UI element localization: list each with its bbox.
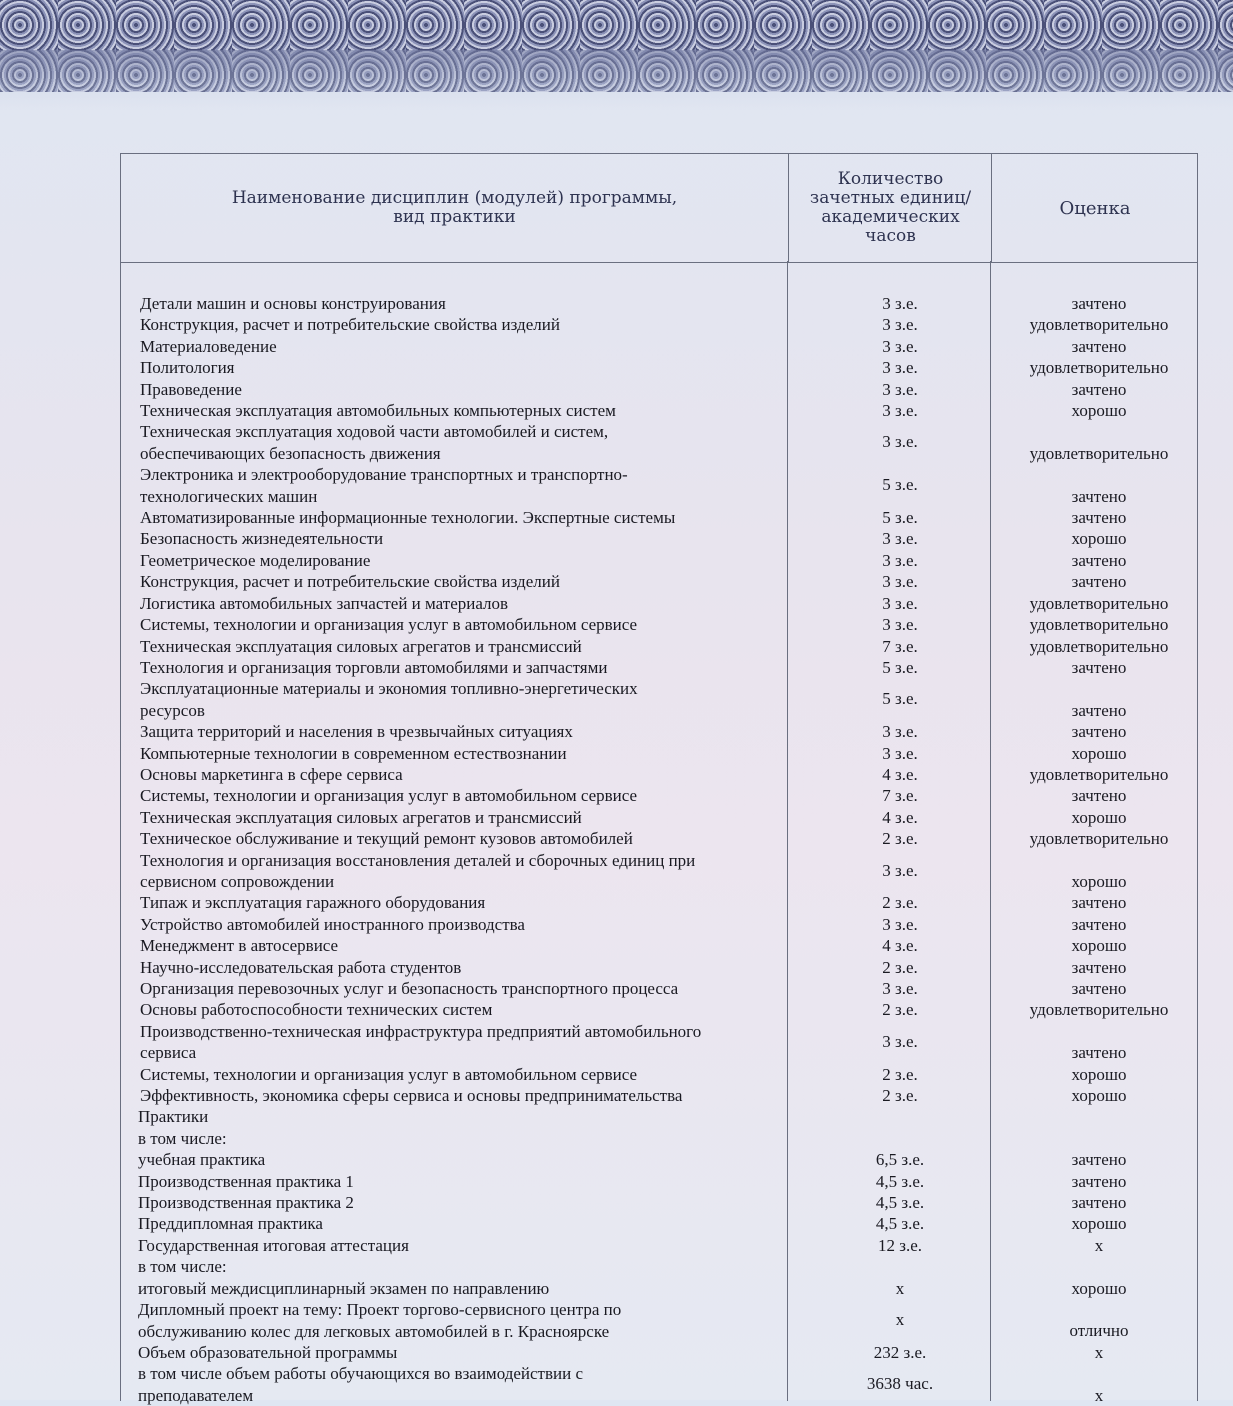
grade-value: хорошо xyxy=(1071,1278,1127,1298)
grade-value: зачтено xyxy=(1071,957,1127,977)
guilloche-fade xyxy=(0,50,1233,110)
table-row xyxy=(120,550,1198,571)
grade-value: хорошо xyxy=(1071,871,1127,891)
discipline-name: Объем образовательной программы xyxy=(138,1342,398,1362)
table-row xyxy=(120,1149,1198,1170)
table-row xyxy=(120,1064,1198,1085)
grade-value: х xyxy=(1094,1385,1104,1405)
header-credits: Количество зачетных единиц/ академических часов xyxy=(788,154,992,262)
table-row xyxy=(120,1213,1198,1234)
credits-value: 3638 час. xyxy=(866,1374,934,1394)
grade-value: зачтено xyxy=(1071,700,1127,720)
table-row xyxy=(120,957,1198,978)
grade-value: удовлетворительно xyxy=(1029,443,1169,463)
credits-value: 2 з.е. xyxy=(882,1086,918,1106)
table-row xyxy=(120,1106,1198,1127)
credits-value: 2 з.е. xyxy=(882,893,918,913)
discipline-name: Типаж и эксплуатация гаражного оборудования xyxy=(140,893,486,913)
discipline-name: Преддипломная практика xyxy=(138,1214,323,1234)
grade-value: хорошо xyxy=(1071,401,1127,421)
discipline-name: Техническая эксплуатация автомобильных компьютерных систем xyxy=(140,401,616,421)
credits-value: 3 з.е. xyxy=(882,432,918,452)
grade-value xyxy=(1000,1256,1198,1277)
grade-value: зачтено xyxy=(1071,914,1127,934)
discipline-name: Детали машин и основы конструирования xyxy=(140,294,446,313)
discipline-name: Электроника и электрооборудование транспортных и транспортно- технологических машин xyxy=(140,465,628,506)
credits-value: 3 з.е. xyxy=(882,743,918,763)
discipline-name: Организация перевозочных услуг и безопасность транспортного процесса xyxy=(140,979,679,998)
discipline-name: Техническое обслуживание и текущий ремонт кузовов автомобилей xyxy=(140,829,633,849)
table-row xyxy=(120,314,1198,335)
table-row xyxy=(120,1342,1198,1363)
table-row xyxy=(120,743,1198,764)
grade-value: удовлетворительно xyxy=(1029,315,1169,335)
credits-value: 3 з.е. xyxy=(882,336,918,356)
credits-value: 4 з.е. xyxy=(882,936,918,956)
credits-value: 4 з.е. xyxy=(882,764,918,784)
table-row xyxy=(120,571,1198,592)
credits-value: 5 з.е. xyxy=(882,689,918,709)
table-row xyxy=(120,379,1198,400)
discipline-name: Геометрическое моделирование xyxy=(140,550,371,570)
table-row xyxy=(120,892,1198,913)
grade-value: зачтено xyxy=(1071,1171,1127,1191)
discipline-name: Системы, технологии и организация услуг в автомобильном сервисе xyxy=(140,786,638,806)
table-row xyxy=(120,785,1198,806)
credits-value: 3 з.е. xyxy=(882,572,918,592)
credits-value: 4,5 з.е. xyxy=(875,1171,925,1191)
discipline-name: Системы, технологии и организация услуг в автомобильном сервисе xyxy=(140,1064,638,1084)
grade-value: удовлетворительно xyxy=(1029,593,1169,613)
credits-value: 4,5 з.е. xyxy=(875,1193,925,1213)
credits-value: 5 з.е. xyxy=(882,657,918,677)
grade-value xyxy=(1000,1128,1198,1149)
table-row xyxy=(120,935,1198,956)
table-row xyxy=(120,421,1198,464)
discipline-name: Менеджмент в автосервисе xyxy=(140,936,339,956)
table-row xyxy=(120,828,1198,849)
table-row xyxy=(120,528,1198,549)
discipline-name: Государственная итоговая аттестация xyxy=(138,1235,409,1255)
credits-value: 4,5 з.е. xyxy=(875,1214,925,1234)
table-row xyxy=(120,978,1198,999)
table-row xyxy=(120,357,1198,378)
table-row xyxy=(120,657,1198,678)
credits-value xyxy=(760,1128,1000,1149)
credits-value: 3 з.е. xyxy=(882,379,918,399)
grade-value xyxy=(1000,1106,1198,1127)
credits-value: 232 з.е. xyxy=(873,1342,927,1362)
grade-value: хорошо xyxy=(1071,1086,1127,1106)
table-row xyxy=(120,1256,1198,1277)
discipline-name: Эффективность, экономика сферы сервиса и основы предпринимательства xyxy=(140,1086,683,1106)
discipline-name: Эксплуатационные материалы и экономия топливно-энергетических ресурсов xyxy=(140,679,638,720)
discipline-name: учебная практика xyxy=(138,1150,266,1170)
discipline-name: Безопасность жизнедеятельности xyxy=(140,529,384,549)
credits-value: 3 з.е. xyxy=(882,914,918,934)
discipline-name: Конструкция, расчет и потребительские свойства изделий xyxy=(140,572,560,592)
credits-value: 4 з.е. xyxy=(882,807,918,827)
grade-value: хорошо xyxy=(1071,529,1127,549)
table-row xyxy=(120,1128,1198,1149)
grade-value: удовлетворительно xyxy=(1029,764,1169,784)
discipline-name: Автоматизированные информационные технологии. Экспертные системы xyxy=(140,508,676,528)
table-row xyxy=(120,1192,1198,1213)
discipline-name: в том числе объем работы обучающихся во взаимодействии с преподавателем xyxy=(138,1364,583,1405)
credits-value: 7 з.е. xyxy=(882,786,918,806)
table-row xyxy=(120,614,1198,635)
grade-value: зачтено xyxy=(1071,722,1127,742)
grade-value: зачтено xyxy=(1071,1043,1127,1063)
grade-value: хорошо xyxy=(1071,1214,1127,1234)
credits-value: 3 з.е. xyxy=(882,979,918,998)
grade-value: зачтено xyxy=(1071,379,1127,399)
discipline-name: Производственная практика 2 xyxy=(138,1193,354,1213)
discipline-name: Научно-исследовательская работа студентов xyxy=(140,957,462,977)
credits-value: 7 з.е. xyxy=(882,636,918,656)
grade-value: зачтено xyxy=(1071,550,1127,570)
discipline-name: Правоведение xyxy=(140,379,242,399)
credits-value: 2 з.е. xyxy=(882,1064,918,1084)
discipline-name: Системы, технологии и организация услуг в автомобильном сервисе xyxy=(140,615,638,635)
grade-value: зачтено xyxy=(1071,508,1127,528)
grade-value: зачтено xyxy=(1071,294,1127,313)
table-row xyxy=(120,807,1198,828)
discipline-name: Компьютерные технологии в современном естествознании xyxy=(140,743,567,763)
discipline-name: Политология xyxy=(140,358,235,378)
discipline-name: Технология и организация торговли автомобилями и запчастями xyxy=(140,657,608,677)
credits-value: х xyxy=(895,1278,905,1298)
table-row xyxy=(120,593,1198,614)
credits-value: 3 з.е. xyxy=(882,860,918,880)
discipline-name: Защита территорий и населения в чрезвычайных ситуациях xyxy=(140,722,573,742)
table-row xyxy=(120,678,1198,721)
credits-value: х xyxy=(895,1310,905,1330)
table-row xyxy=(120,400,1198,421)
grade-value: зачтено xyxy=(1071,572,1127,592)
table-row xyxy=(120,999,1198,1020)
grade-value: отлично xyxy=(1069,1321,1129,1341)
table-row xyxy=(120,1085,1198,1106)
credits-value: 6,5 з.е. xyxy=(875,1150,925,1170)
header-grade: Оценка xyxy=(991,154,1198,262)
table-row xyxy=(120,850,1198,893)
table-row xyxy=(120,293,1198,314)
credits-value: 5 з.е. xyxy=(882,508,918,528)
credits-value: 3 з.е. xyxy=(882,358,918,378)
credits-value xyxy=(760,1256,1000,1277)
grade-value: хорошо xyxy=(1071,807,1127,827)
grade-value: хорошо xyxy=(1071,743,1127,763)
table-row xyxy=(120,1021,1198,1064)
grade-value: зачтено xyxy=(1071,1150,1127,1170)
table-row xyxy=(120,721,1198,742)
table-row xyxy=(120,764,1198,785)
discipline-name: Конструкция, расчет и потребительские свойства изделий xyxy=(140,315,560,335)
credits-value: 2 з.е. xyxy=(882,957,918,977)
grade-value: удовлетворительно xyxy=(1029,636,1169,656)
grade-value: удовлетворительно xyxy=(1029,1000,1169,1020)
discipline-name: Устройство автомобилей иностранного производства xyxy=(140,914,525,934)
table-header xyxy=(120,153,1198,263)
discipline-name: в том числе: xyxy=(138,1257,227,1277)
grade-value: удовлетворительно xyxy=(1029,829,1169,849)
credits-value: 5 з.е. xyxy=(882,475,918,495)
discipline-name: Техническая эксплуатация ходовой части автомобилей и систем, обеспечивающих безопасность движения xyxy=(140,422,609,463)
discipline-name: Практики xyxy=(138,1107,209,1127)
credits-value: 3 з.е. xyxy=(882,1031,918,1051)
table-rows xyxy=(120,293,1198,1406)
discipline-name: итоговый междисциплинарный экзамен по направлению xyxy=(138,1278,550,1298)
discipline-name: Техническая эксплуатация силовых агрегатов и трансмиссий xyxy=(140,636,582,656)
discipline-name: Основы маркетинга в сфере сервиса xyxy=(140,764,403,784)
table-row xyxy=(120,507,1198,528)
credits-value xyxy=(760,1106,1000,1127)
grade-value: зачтено xyxy=(1071,336,1127,356)
header-discipline: Наименование дисциплин (модулей) программы, вид практики xyxy=(231,188,678,227)
discipline-name: Производственно-техническая инфраструктура предприятий автомобильного сервиса xyxy=(140,1021,702,1063)
discipline-name: Логистика автомобильных запчастей и материалов xyxy=(140,593,509,613)
credits-value: 3 з.е. xyxy=(882,722,918,742)
grade-value: удовлетворительно xyxy=(1029,615,1169,635)
grade-value: зачтено xyxy=(1071,893,1127,913)
credits-value: 3 з.е. xyxy=(882,615,918,635)
table-row xyxy=(120,914,1198,935)
table-row xyxy=(120,336,1198,357)
grade-value: зачтено xyxy=(1071,657,1127,677)
discipline-name: Дипломный проект на тему: Проект торгово-сервисного центра по обслуживанию колес для легковых автомобилей в г. Красноярске xyxy=(138,1300,622,1341)
table-row xyxy=(120,1235,1198,1256)
grade-value: зачтено xyxy=(1071,1193,1127,1213)
grade-value: х xyxy=(1094,1342,1104,1362)
credits-value: 3 з.е. xyxy=(882,401,918,421)
grade-value: зачтено xyxy=(1071,486,1127,506)
credits-value: 3 з.е. xyxy=(882,593,918,613)
grade-value: удовлетворительно xyxy=(1029,358,1169,378)
table-row xyxy=(120,1278,1198,1299)
credits-value: 3 з.е. xyxy=(882,294,918,313)
grade-value: хорошо xyxy=(1071,1064,1127,1084)
table-row xyxy=(120,1171,1198,1192)
discipline-name: Основы работоспособности технических систем xyxy=(140,1000,493,1020)
table-row xyxy=(120,636,1198,657)
credits-value: 2 з.е. xyxy=(882,1000,918,1020)
credits-value: 12 з.е. xyxy=(877,1235,922,1255)
grade-value: зачтено xyxy=(1071,979,1127,998)
credits-value: 3 з.е. xyxy=(882,529,918,549)
table-row xyxy=(120,1299,1198,1342)
transcript-table xyxy=(120,153,1198,263)
discipline-name: Производственная практика 1 xyxy=(138,1171,354,1191)
discipline-name: в том числе: xyxy=(138,1128,227,1148)
discipline-name: Материаловедение xyxy=(140,336,277,356)
credits-value: 2 з.е. xyxy=(882,829,918,849)
grade-value: х xyxy=(1094,1235,1104,1255)
grade-value: зачтено xyxy=(1071,786,1127,806)
table-row xyxy=(120,464,1198,507)
discipline-name: Техническая эксплуатация силовых агрегатов и трансмиссий xyxy=(140,807,582,827)
grade-value: хорошо xyxy=(1071,936,1127,956)
discipline-name: Технология и организация восстановления деталей и сборочных единиц при сервисном сопровождении xyxy=(140,850,696,891)
credits-value: 3 з.е. xyxy=(882,315,918,335)
credits-value: 3 з.е. xyxy=(882,550,918,570)
